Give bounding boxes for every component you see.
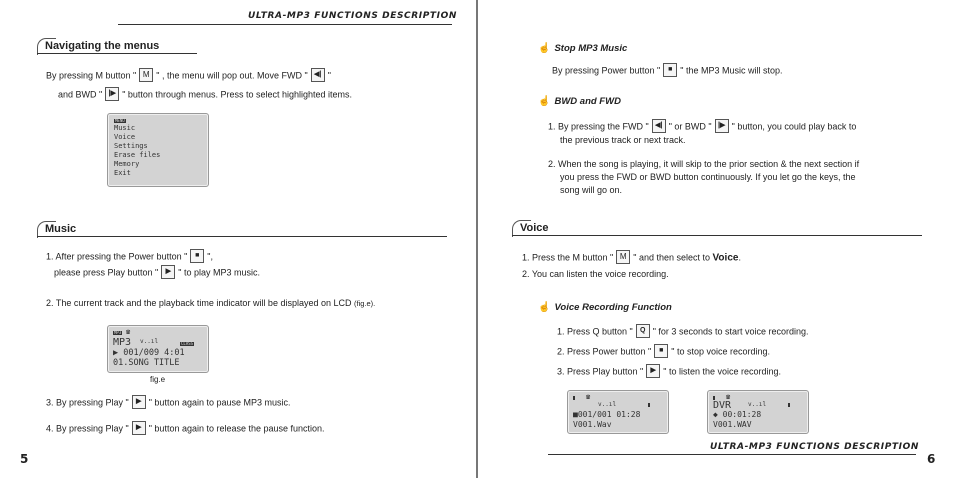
hand-pointer-icon: ☝ <box>538 96 551 107</box>
device-icon: ☎ <box>586 393 591 401</box>
voice-step1: 1. Press the M button " M " and then select to Voice. <box>522 252 741 264</box>
q-button-icon: Q <box>636 324 650 338</box>
subheading-voice-recording: ☝ Voice Recording Function <box>538 302 672 313</box>
voice-step2: 2. You can listen the voice recording. <box>522 269 669 279</box>
page-number: 6 <box>927 452 936 466</box>
bwd-fwd-step2-end: song will go on. <box>560 185 623 195</box>
page-number: 5 <box>20 452 29 466</box>
voice-rec-step1: 1. Press Q button " Q " for 3 seconds to start voice recording. <box>557 325 809 339</box>
eq-tag: CLASS <box>181 341 194 346</box>
right-page <box>478 0 954 478</box>
signal-indicator: v..ıl <box>598 401 617 408</box>
bwd-button-icon: |▶ <box>715 119 729 133</box>
play-button-icon: ▶ <box>646 364 660 378</box>
menu-item: Exit <box>114 169 131 177</box>
header-rule <box>118 24 452 25</box>
bwd-fwd-step1: 1. By pressing the FWD " ◀| " or BWD " |▶ " button, you could play back to <box>548 120 856 134</box>
hand-pointer-icon: ☝ <box>538 302 551 313</box>
stop-text: By pressing Power button " ■ " the MP3 Music will stop. <box>552 64 783 78</box>
section-music <box>37 221 447 237</box>
bwd-button-icon: |▶ <box>105 87 119 101</box>
menu-item: Settings <box>114 142 148 150</box>
section-title: Navigating the menus <box>45 40 160 52</box>
left-page <box>0 0 476 478</box>
nav-text-line1: By pressing M button " M " , the menu will pop out. Move FWD " ◀| " <box>46 70 331 81</box>
voice-rec-step3: 3. Press Play button " ▶ " to listen the voice recording. <box>557 365 781 379</box>
music-step1: 1. After pressing the Power button " ■ ", <box>46 250 213 264</box>
section-title: Music <box>45 223 77 235</box>
mode-tag: MP3 <box>114 330 122 335</box>
eq-tag <box>788 403 790 407</box>
lcd-mode-text: DVR <box>713 400 732 411</box>
music-step2: 2. The current track and the playback time indicator will be displayed on LCD (fig.e). <box>46 298 376 308</box>
voice-lcd-screen-1 <box>567 390 669 434</box>
menu-lcd-screen <box>107 113 209 187</box>
hand-pointer-icon: ☝ <box>538 43 551 54</box>
power-button-icon: ■ <box>663 63 677 77</box>
play-button-icon: ▶ <box>132 395 146 409</box>
voice-rec-step2: 2. Press Power button " ■ " to stop voice recording. <box>557 345 770 359</box>
signal-indicator: v..ıl <box>748 401 767 408</box>
device-icon: ☎ <box>726 393 731 401</box>
figure-caption: fig.e <box>150 375 166 384</box>
lcd-mode-text: MP3 <box>113 337 132 348</box>
menu-item: Music <box>114 124 136 132</box>
bwd-fwd-step2-cont: you press the FWD or BWD button continuously. If you let go the keys, the <box>560 172 856 182</box>
m-button-icon: M <box>139 68 153 82</box>
power-button-icon: ■ <box>654 344 668 358</box>
menu-item: Voice <box>114 133 136 141</box>
eq-tag <box>648 403 650 407</box>
subheading-stop: ☝ Stop MP3 Music <box>538 43 628 54</box>
music-step4: 4. By pressing Play " ▶ " button again to release the pause function. <box>46 422 325 436</box>
lcd-time-line: ◆ 00:01:28 <box>713 410 762 419</box>
fwd-button-icon: ◀| <box>311 68 325 82</box>
play-button-icon: ▶ <box>161 265 175 279</box>
section-navigating <box>37 38 197 54</box>
signal-indicator: v..ıl <box>140 338 159 345</box>
music-step1-cont: please press Play button " ▶ " to play MP3 music. <box>54 266 260 280</box>
page-header-title: ULTRA-MP3 FUNCTIONS DESCRIPTION <box>248 11 458 21</box>
m-button-icon: M <box>616 250 630 264</box>
play-button-icon: ▶ <box>132 421 146 435</box>
bwd-fwd-step1-cont: the previous track or next track. <box>560 135 686 145</box>
nav-text-line2: and BWD " |▶ " button through menus. Press to select highlighted items. <box>58 88 352 102</box>
fig-reference: (fig.e). <box>354 299 376 308</box>
voice-lcd-screen-2 <box>707 390 809 434</box>
section-title: Voice <box>520 222 549 234</box>
mode-tag <box>573 396 575 400</box>
music-step3: 3. By pressing Play " ▶ " button again to pause MP3 music. <box>46 396 291 410</box>
lcd-track-line: ■001/001 01:28 <box>573 410 641 419</box>
subheading-bwd-fwd: ☝ BWD and FWD <box>538 96 621 107</box>
footer-rule <box>548 454 916 455</box>
menu-item: Memory <box>114 160 140 168</box>
fwd-button-icon: ◀| <box>652 119 666 133</box>
lcd-track-line: ▶ 001/009 4:01 <box>113 348 185 358</box>
lcd-file-line: V001.Wav <box>573 420 612 429</box>
power-button-icon: ■ <box>190 249 204 263</box>
lcd-file-line: V001.WAV <box>713 420 752 429</box>
lcd-song-line: 01.SONG TITLE <box>113 358 180 368</box>
section-voice <box>512 220 922 236</box>
music-lcd-screen <box>107 325 209 373</box>
menu-item: Erase files <box>114 151 161 159</box>
device-icon: ☎ <box>126 328 131 336</box>
menu-tag: MENU <box>115 118 125 123</box>
page-footer-title: ULTRA-MP3 FUNCTIONS DESCRIPTION <box>710 442 920 452</box>
bwd-fwd-step2: 2. When the song is playing, it will skip to the prior section & the next section if <box>548 159 860 169</box>
